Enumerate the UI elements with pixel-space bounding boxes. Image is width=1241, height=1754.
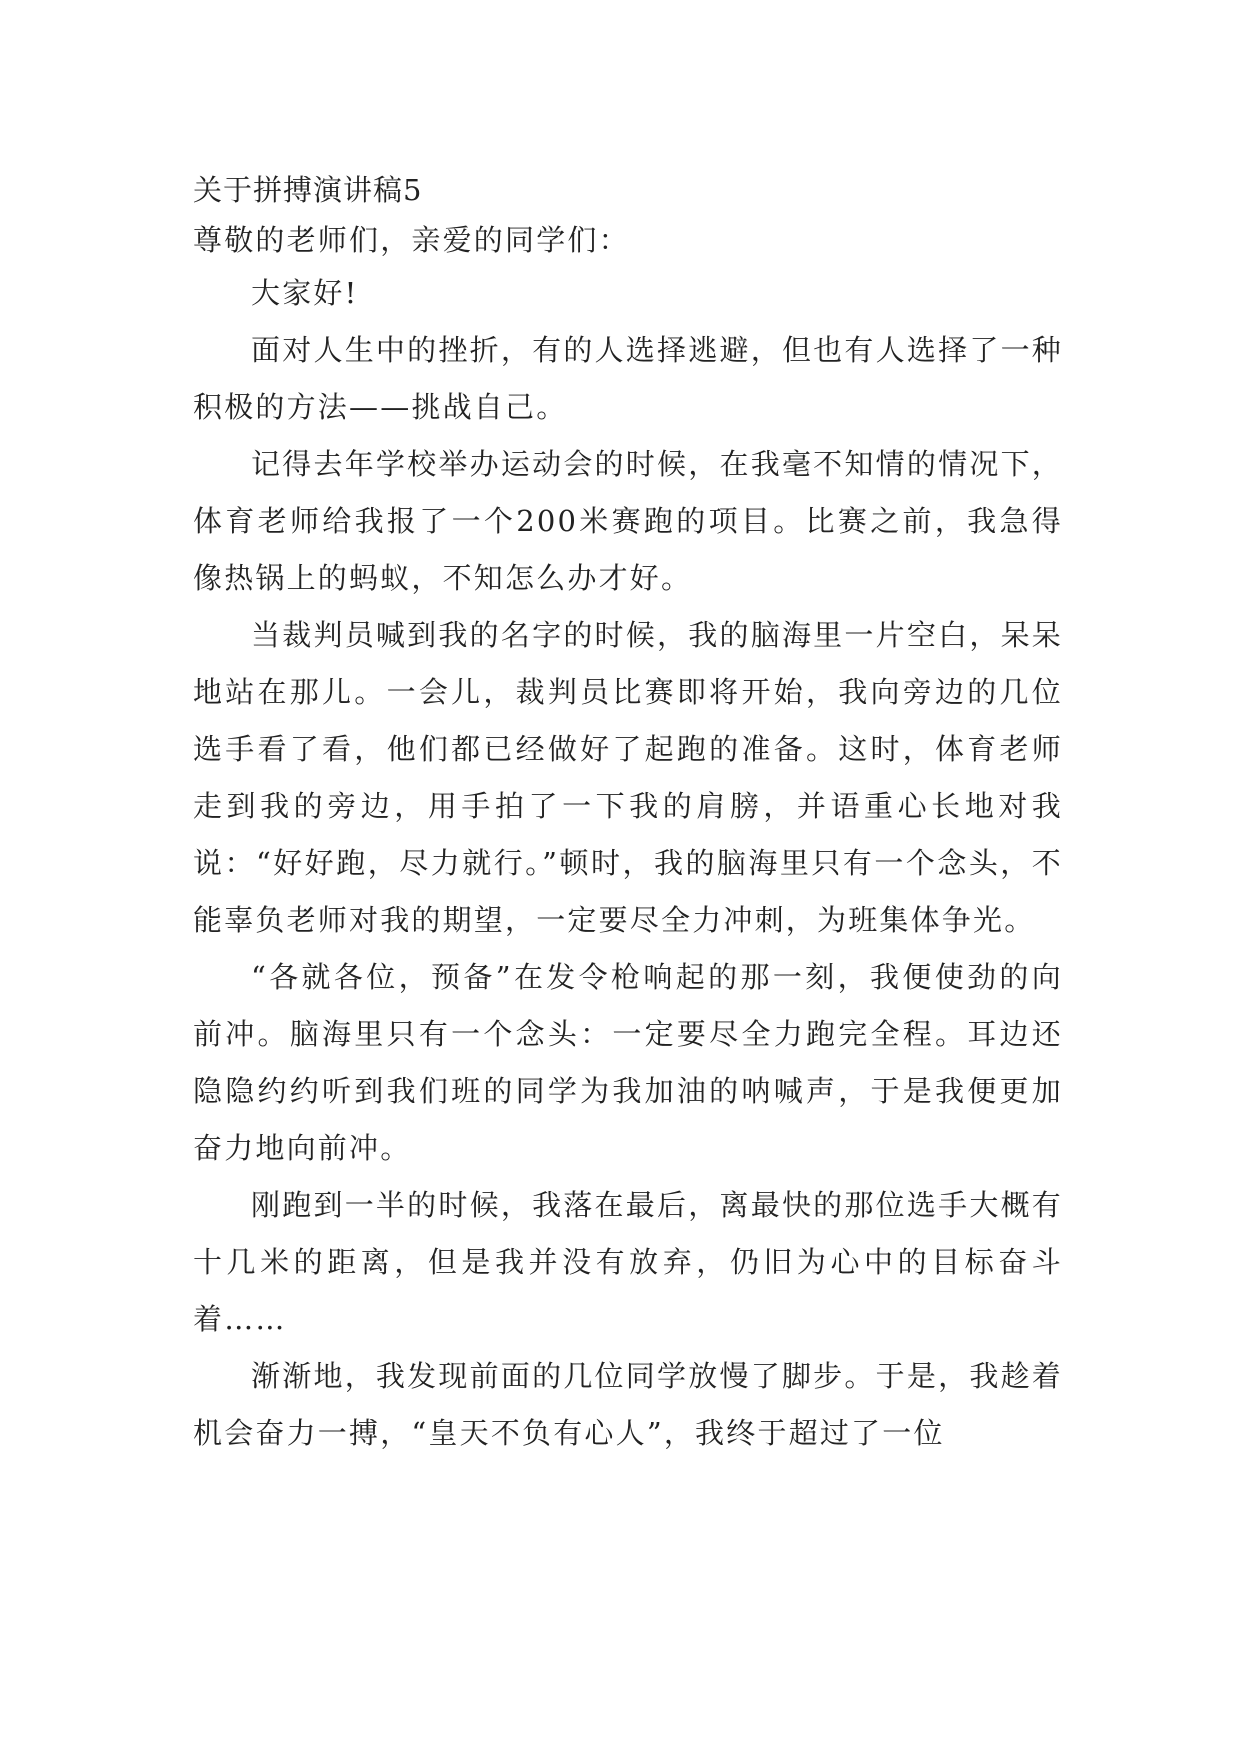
salutation: 尊敬的老师们，亲爱的同学们： — [193, 223, 630, 257]
paragraph: “各就各位，预备”在发令枪响起的那一刻，我便使劲的向前冲。脑海里只有一个念头：一定要尽全力跑完全程。耳边还隐隐约约听到我们班的同学为我加油的呐喊声，于是我便更加奋力地向前冲。 — [193, 960, 1063, 1165]
document-body — [193, 165, 1063, 1462]
paragraph: 刚跑到一半的时候，我落在最后，离最快的那位选手大概有十几米的距离，但是我并没有放弃，仍旧为心中的目标奋斗着…… — [193, 1188, 1063, 1336]
paragraph: 当裁判员喊到我的名字的时候，我的脑海里一片空白，呆呆地站在那儿。一会儿，裁判员比赛即将开始，我向旁边的几位选手看了看，他们都已经做好了起跑的准备。这时，体育老师走到我的旁边，用手拍了一下我的肩膀，并语重心长地对我说：“好好跑，尽力就行。”顿时，我的脑海里只有一个念头，不能辜负老师对我的期望，一定要尽全力冲刺，为班集体争光。 — [193, 618, 1063, 937]
document-title: 关于拼搏演讲稿5 — [193, 173, 423, 207]
greeting: 大家好! — [251, 276, 359, 310]
paragraph: 记得去年学校举办运动会的时候，在我毫不知情的情况下，体育老师给我报了一个200米赛跑的项目。比赛之前，我急得像热锅上的蚂蚁，不知怎么办才好。 — [193, 447, 1063, 595]
paragraph: 渐渐地，我发现前面的几位同学放慢了脚步。于是，我趁着机会奋力一搏，“皇天不负有心人”，我终于超过了一位 — [193, 1359, 1063, 1450]
paragraph: 面对人生中的挫折，有的人选择逃避，但也有人选择了一种积极的方法——挑战自己。 — [193, 333, 1063, 424]
